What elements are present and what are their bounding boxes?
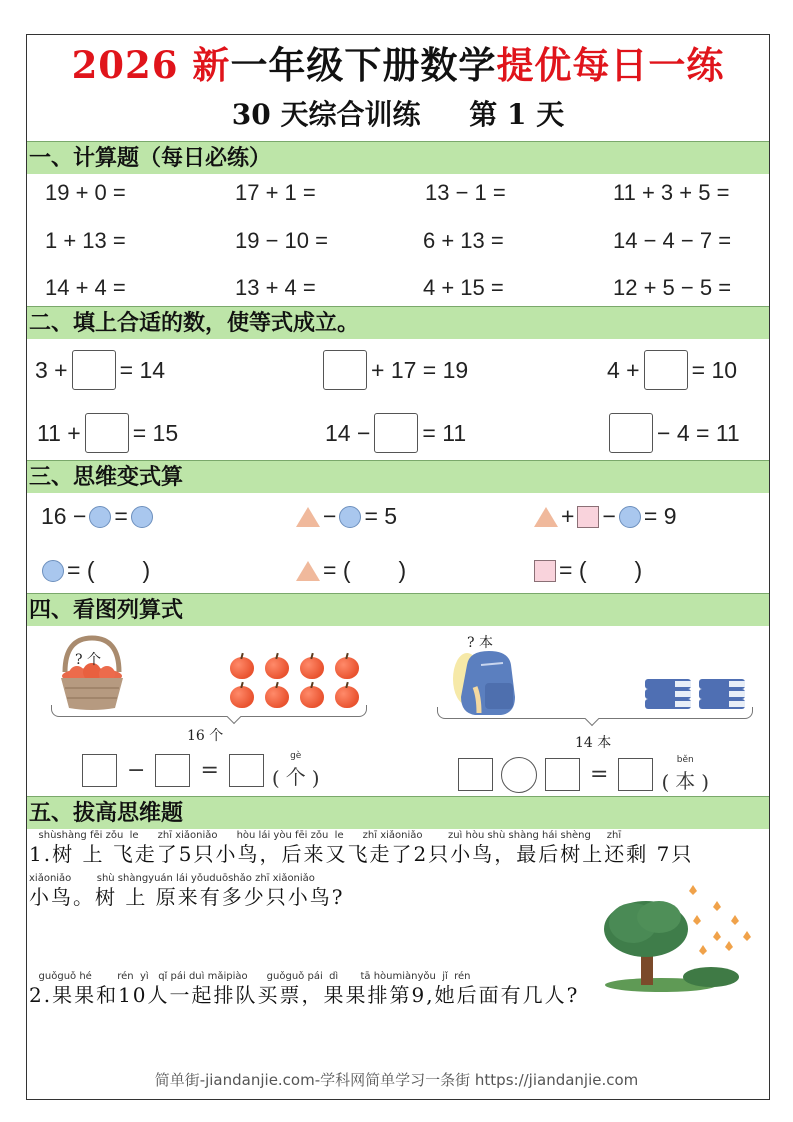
footer-watermark: 简单街-jiandanjie.com-学科网简单学习一条街 https://jiandanjie.com xyxy=(154,1071,639,1089)
calc-problem: 19 − 10 = xyxy=(235,228,328,253)
answer-row-left xyxy=(82,751,320,790)
answer-row-right xyxy=(458,755,709,794)
unit-pinyin: gè xyxy=(290,751,302,761)
apple-icon xyxy=(300,657,324,679)
answer-box[interactable] xyxy=(155,754,190,787)
calc-problem: 6 + 13 = xyxy=(423,228,504,253)
paren-open: ( xyxy=(271,766,280,790)
tree-illustration-icon xyxy=(601,881,761,996)
question-line: 1.树 上 飞走了5只小鸟，后来又飞走了2只小鸟，最后树上还剩 7只 xyxy=(29,842,694,866)
square-symbol-icon xyxy=(577,506,599,528)
calc-problem: 17 + 1 = xyxy=(235,180,316,205)
unit-pinyin: běn xyxy=(676,755,694,765)
circle-symbol-icon xyxy=(339,506,361,528)
answer-box[interactable] xyxy=(545,758,580,791)
equation-right: = 15 xyxy=(132,419,179,446)
page-title xyxy=(27,41,769,89)
brace-bracket xyxy=(51,705,367,717)
equation-left: 4 + xyxy=(607,356,640,383)
equation-text: = xyxy=(114,503,128,529)
equation-right: + 17 = 19 xyxy=(371,356,469,383)
question-line: 2.果果和10人一起排队买票，果果排第9,她后面有几人? xyxy=(29,983,580,1007)
unit-ruby xyxy=(286,751,306,790)
symbol-answer xyxy=(293,557,406,584)
pinyin-line: guǒguǒ hé rén yì qǐ pái duì mǎipiào guǒguǒ pái dì tā hòumiànyǒu jǐ rén xyxy=(29,971,471,982)
circle-symbol-icon xyxy=(89,506,111,528)
answer-paren-open: = ( xyxy=(323,557,351,583)
circle-symbol-icon xyxy=(131,506,153,528)
answer-paren-close: ) xyxy=(142,557,151,583)
section-4-heading: 四、看图列算式 xyxy=(27,593,769,626)
fill-equation xyxy=(323,350,468,390)
triangle-symbol-icon xyxy=(296,561,320,581)
basket-label: ? 个 xyxy=(75,652,101,668)
calc-problem: 12 + 5 − 5 = xyxy=(613,275,732,300)
answer-box[interactable] xyxy=(618,758,653,791)
title-part-practice: 提优每日一练 xyxy=(496,43,725,87)
title-part-grade: 一年级下册数学 xyxy=(230,43,497,87)
unit-char: 个 xyxy=(285,765,306,789)
triangle-symbol-icon xyxy=(534,507,558,527)
equation-text: − xyxy=(602,503,616,529)
answer-paren-open: = ( xyxy=(67,557,95,583)
equation-text: = 5 xyxy=(364,503,398,529)
section-3-heading: 三、思维变式算 xyxy=(27,460,769,493)
fill-equation xyxy=(37,413,178,453)
unit-char: 本 xyxy=(675,769,696,793)
calc-problem: 1 + 13 = xyxy=(45,228,126,253)
apple-icon xyxy=(230,657,254,679)
answer-box[interactable] xyxy=(644,350,688,390)
equals-sign: = xyxy=(590,762,609,787)
fill-equation xyxy=(325,413,466,453)
worksheet xyxy=(26,34,770,1100)
pinyin-line: shùshàng fēi zǒu le zhī xiǎoniǎo hòu lái yòu fēi zǒu le zhī xiǎoniǎo zuì hòu shù shàng hái shèng zhī xyxy=(29,830,622,841)
equation-left: 3 + xyxy=(35,356,68,383)
paren-close: ) xyxy=(311,766,320,790)
unit-label xyxy=(661,755,709,794)
operator-circle[interactable] xyxy=(501,757,537,793)
calc-problem: 13 − 1 = xyxy=(425,180,506,205)
triangle-symbol-icon xyxy=(296,507,320,527)
circle-symbol-icon xyxy=(42,560,64,582)
calc-problem: 4 + 15 = xyxy=(423,275,504,300)
answer-paren-close: ) xyxy=(634,557,643,583)
unit-ruby xyxy=(675,755,695,794)
total-label: 16 个 xyxy=(187,728,224,744)
answer-box[interactable] xyxy=(323,350,367,390)
square-symbol-icon xyxy=(534,560,556,582)
calc-problem: 14 − 4 − 7 = xyxy=(613,228,732,253)
paren-close: ) xyxy=(701,770,710,794)
apple-icon xyxy=(265,657,289,679)
apple-icon xyxy=(335,657,359,679)
answer-paren-open: = ( xyxy=(559,557,587,583)
equation-right: = 10 xyxy=(691,356,738,383)
section-2-heading: 二、填上合适的数，使等式成立。 xyxy=(27,306,769,339)
answer-box[interactable] xyxy=(458,758,493,791)
equals-sign: = xyxy=(200,758,219,783)
equation-text: 16 − xyxy=(41,503,87,529)
symbol-equation xyxy=(41,503,156,530)
answer-paren-close: ) xyxy=(398,557,407,583)
circle-symbol-icon xyxy=(619,506,641,528)
answer-box[interactable] xyxy=(72,350,116,390)
answer-box[interactable] xyxy=(374,413,418,453)
equation-left: 14 − xyxy=(325,419,371,446)
symbol-equation xyxy=(293,503,397,530)
pinyin-line: xiǎoniǎo shù shàngyuán lái yǒuduōshǎo zhī xiǎoniǎo xyxy=(29,873,315,884)
section-5-heading: 五、拔高思维题 xyxy=(27,796,769,829)
fill-equation xyxy=(35,350,165,390)
symbol-answer xyxy=(39,557,150,584)
page-subtitle: 30 天综合训练 第 1 天 xyxy=(231,98,565,131)
answer-box[interactable] xyxy=(82,754,117,787)
symbol-equation xyxy=(531,503,677,530)
section-1-heading: 一、计算题（每日必练） xyxy=(27,141,769,174)
answer-box[interactable] xyxy=(609,413,653,453)
fill-equation xyxy=(609,413,740,453)
equation-text: + xyxy=(561,503,575,529)
total-label: 14 本 xyxy=(575,735,612,751)
equation-right: = 14 xyxy=(119,356,166,383)
answer-box[interactable] xyxy=(229,754,264,787)
backpack-label: ? 本 xyxy=(467,635,493,651)
title-part-year: 2026 新 xyxy=(71,43,231,87)
calc-problem: 14 + 4 = xyxy=(45,275,126,300)
minus-sign: − xyxy=(127,758,146,783)
fill-equation xyxy=(607,350,737,390)
calc-problem: 13 + 4 = xyxy=(235,275,316,300)
symbol-answer xyxy=(531,557,642,584)
equation-right: = 11 xyxy=(422,419,467,446)
basket-icon xyxy=(57,632,127,712)
equation-right: − 4 = 11 xyxy=(657,419,740,446)
calc-problem: 19 + 0 = xyxy=(45,180,126,205)
paren-open: ( xyxy=(661,770,670,794)
calc-problem: 11 + 3 + 5 = xyxy=(613,180,730,205)
question-line: 小鸟。树 上 原来有多少只小鸟? xyxy=(29,885,345,909)
equation-left: 11 + xyxy=(37,419,81,446)
equation-text: = 9 xyxy=(643,503,677,529)
equation-text: − xyxy=(323,503,337,529)
answer-box[interactable] xyxy=(85,413,129,453)
unit-label xyxy=(272,751,320,790)
